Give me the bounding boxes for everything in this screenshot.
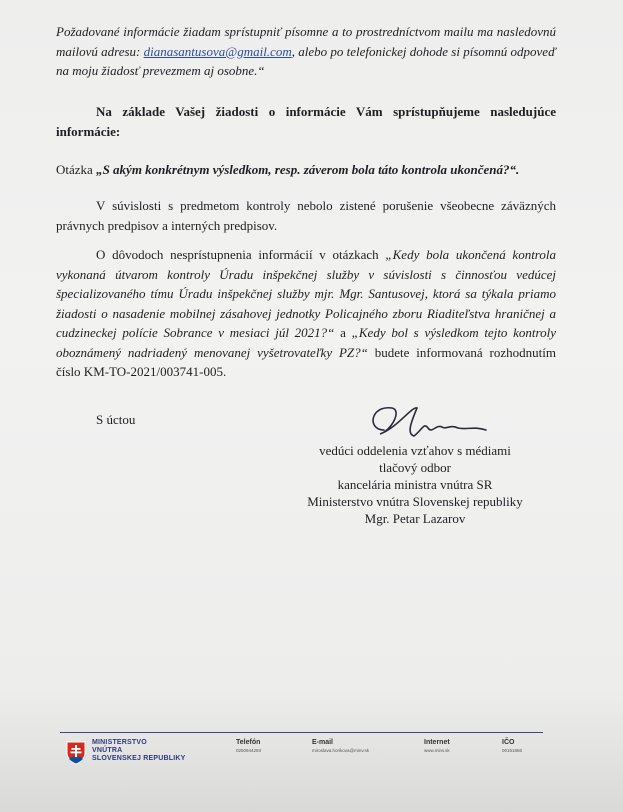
footer-email: E-mail miroslava.horikova@minv.sk: [312, 739, 369, 753]
heading-paragraph: Na základe Vašej žiadosti o informácie Vám sprístupňujeme nasledujúce informácie:: [56, 104, 556, 139]
question-prefix: Otázka: [56, 162, 97, 177]
closing-text: S úctou: [96, 412, 136, 427]
reasons-question-2: „Kedy bol s výsledkom tejto kontroly oboznámený nadriadený menovanej vyšetrovateľky PZ?“: [56, 325, 556, 360]
question-text: „S akým konkrétnym výsledkom, resp. záverom bola táto kontrola ukončená?“.: [96, 162, 520, 177]
signatory-title: vedúci oddelenia vzťahov s médiami: [319, 443, 511, 458]
footer-ico: IČO 00151866: [502, 739, 523, 753]
signatory-department: tlačový odbor: [379, 460, 451, 475]
letterhead-footer: [60, 732, 543, 783]
intro-text-1: Požadované informácie žiadam sprístupniť písomne a to prostredníctvom mailu ma nasledovnú mailovú adresu:: [56, 24, 556, 59]
email-link[interactable]: dianasantusova@gmail.com: [143, 43, 292, 59]
reasons-text-1: O dôvodoch nesprístupnenia informácií v otázkach: [96, 247, 386, 262]
signatory-block: [300, 442, 530, 527]
slovak-coat-of-arms-icon: [66, 741, 86, 765]
answer-paragraph: V súvislosti s predmetom kontroly nebolo zistené porušenie všeobecne záväzných právnych predpisov a interných predpisov.: [56, 198, 556, 233]
intro-paragraph: [56, 22, 556, 81]
footer-internet: Internet www.minv.sk: [424, 739, 450, 753]
question-paragraph: [56, 160, 556, 180]
reasons-text-2: a: [334, 325, 352, 340]
signatory-office: kancelária ministra vnútra SR: [337, 477, 493, 492]
ministry-logo-text: MINISTERSTVO VNÚTRA SLOVENSKEJ REPUBLIKY: [92, 739, 186, 762]
intro-text-2: , alebo po telefonickej dohode si písomnú odpoveď na moju žiadosť prevezmem aj osobne.“: [56, 43, 556, 78]
reasons-text-3: budete informovaná rozhodnutím číslo KM-TO-2021/003741-005.: [56, 344, 556, 379]
signatory-ministry: Ministerstvo vnútra Slovenskej republiky: [307, 494, 523, 509]
reasons-question-1: „Kedy bola ukončená kontrola vykonaná útvarom kontroly Úradu inšpekčnej služby v súvislosti s činnosťou vedúcej špecializovaného tímu Úradu inšpekčnej služby mjr. Mgr. Santusovej, ktorá sa týkala priamo žiadosti o nasadenie mobilnej zásahovej jednotky Policajného zboru Riaditeľstva hraničnej a cudzineckej polície Sobrance v mesiaci júl 2021?“: [56, 247, 556, 340]
reasons-paragraph: [56, 245, 556, 382]
signatory-name: Mgr. Petar Lazarov: [364, 511, 466, 526]
footer-phone: Telefón 0250944293: [236, 739, 262, 753]
